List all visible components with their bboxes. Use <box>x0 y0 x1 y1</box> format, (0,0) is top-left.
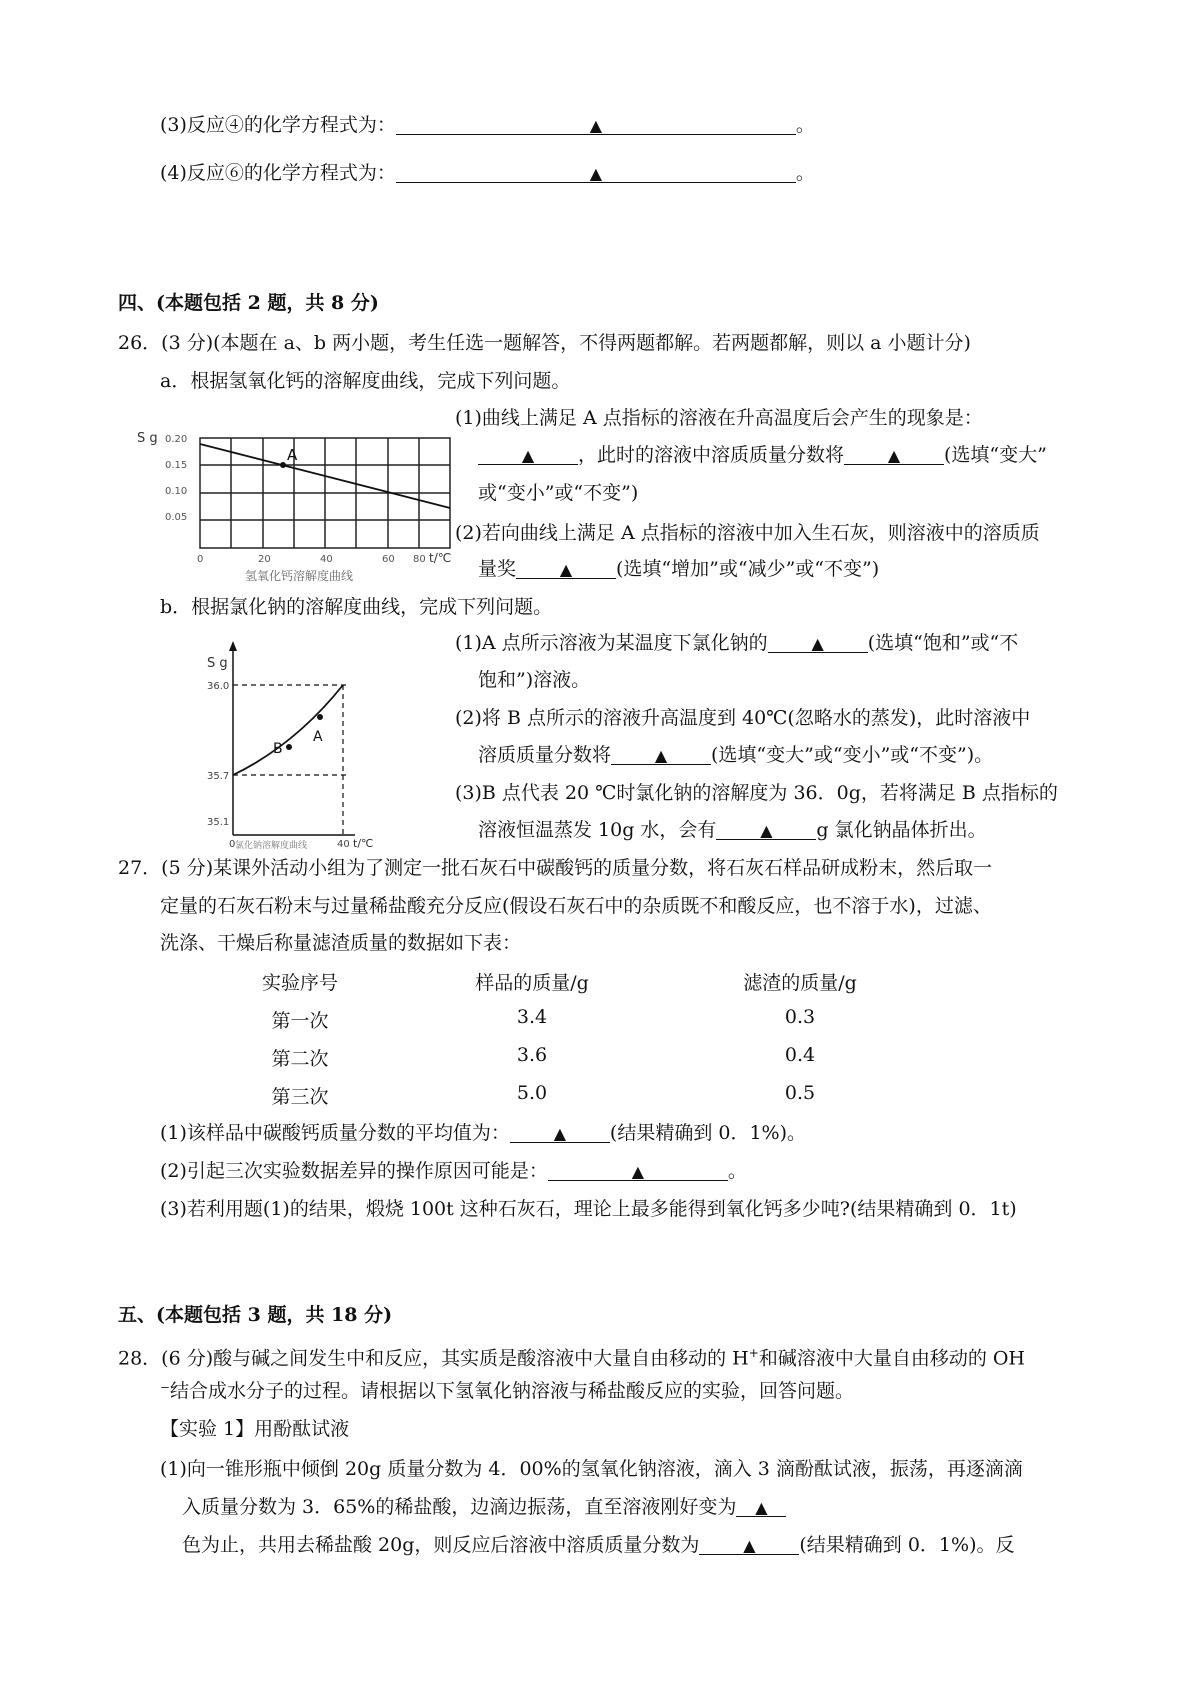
q27-line2: 定量的石灰石粉末与过量稀盐酸充分反应(假设石灰石中的杂质既不和酸反应，也不溶于水)，过滤、 <box>160 895 992 917</box>
q25-line-3: (3)反应④的化学方程式为： ▲ 。 <box>160 114 815 136</box>
q28-p1-line1: (1)向一锥形瓶中倾倒 20g 质量分数为 4．00%的氢氧化钠溶液，滴入 3 滴酚酞试液，振荡，再逐滴滴 <box>160 1458 1023 1480</box>
q28-p1-line3: 色为止，共用去稀盐酸 20g，则反应后溶液中溶质质量分数为 ▲ (结果精确到 0．1%)。反 <box>182 1534 1015 1556</box>
table-cell: 第二次 <box>271 1048 329 1070</box>
q27-line3: 洗涤、干燥后称量滤渣质量的数据如下表： <box>160 932 522 954</box>
answer-blank[interactable]: ▲ <box>716 817 816 840</box>
graph-a-ytick: 0.10 <box>165 486 188 497</box>
q26-b2-line2: 溶质质量分数将 ▲ (选填“变大”或“变小”或“不变”)。 <box>478 744 994 766</box>
q25-line-4: (4)反应⑥的化学方程式为： ▲ 。 <box>160 162 815 184</box>
graph-a-ytick: 0.15 <box>165 460 188 471</box>
q27-q2: (2)引起三次实验数据差异的操作原因可能是： ▲ 。 <box>160 1160 747 1182</box>
graph-b-xtick: 0 <box>229 839 236 850</box>
graph-a-ytick: 0.05 <box>165 512 188 523</box>
q26-b1-line2: 饱和”)溶液。 <box>478 669 591 691</box>
graph-a-xlabel: t/℃ <box>429 551 452 565</box>
answer-blank[interactable]: ▲ <box>478 442 578 465</box>
q26-b1-line1: (1)A 点所示溶液为某温度下氯化钠的 ▲ (选填“饱和”或“不 <box>455 632 1019 654</box>
table-header: 实验序号 <box>261 972 338 994</box>
q26-a1-line3: 或“变小”或“不变”) <box>478 482 639 504</box>
graph-a-point-label: A <box>287 446 298 464</box>
table-row <box>200 1044 940 1082</box>
graph-a-xtick: 20 <box>258 554 271 565</box>
graph-b-point-label: B <box>273 741 283 757</box>
graph-a-xtick: 60 <box>382 554 395 565</box>
sodium-chloride-solubility-graph <box>205 635 405 850</box>
graph-b-ytick: 36.0 <box>207 681 230 692</box>
q26-a2-line1: (2)若向曲线上满足 A 点指标的溶液中加入生石灰，则溶液中的溶质质 <box>455 522 1040 544</box>
table-header-row <box>200 968 940 1006</box>
table-cell: 3.6 <box>516 1044 548 1066</box>
q28-line1: 28．(6 分)酸与碱之间发生中和反应，其实质是酸溶液中大量自由移动的 H+和碱溶液中大量自由移动的 OH <box>118 1346 1025 1370</box>
table-cell: 第三次 <box>271 1086 329 1108</box>
calcium-hydroxide-solubility-graph <box>135 420 465 590</box>
answer-blank[interactable]: ▲ <box>516 556 616 579</box>
graph-b-curve <box>233 685 343 775</box>
q26-a1-line2: ▲ ，此时的溶液中溶质质量分数将 ▲ (选填“变大” <box>478 442 1047 468</box>
q26-a1-line1: (1)曲线上满足 A 点指标的溶液在升高温度后会产生的现象是： <box>455 407 983 429</box>
table-row <box>200 1082 940 1120</box>
q26-b-intro: b．根据氯化钠的溶解度曲线，完成下列问题。 <box>160 596 553 618</box>
q26-b3-line2: 溶液恒温蒸发 10g 水，会有 ▲ g 氯化钠晶体折出。 <box>478 819 987 841</box>
graph-a-ylabel: S g <box>137 431 158 446</box>
table-cell: 第一次 <box>271 1010 329 1032</box>
table-cell: 3.4 <box>516 1006 548 1028</box>
q26-b2-line1: (2)将 B 点所示的溶液升高温度到 40℃(忽略水的蒸发)，此时溶液中 <box>455 707 1031 729</box>
graph-a-xtick: 80 <box>413 554 426 565</box>
table-header: 样品的质量/g <box>475 972 589 994</box>
graph-a-xtick: 40 <box>320 554 333 565</box>
graph-a-caption: 氢氧化钙溶解度曲线 <box>245 569 354 583</box>
table-header: 滤渣的质量/g <box>743 972 857 994</box>
graph-b-point-b <box>286 744 292 750</box>
graph-a-point-a <box>280 462 286 468</box>
section-heading-4: 四、(本题包括 2 题，共 8 分) <box>118 292 379 314</box>
graph-b-caption: 氯化钠溶解度曲线 <box>235 841 308 850</box>
table-row <box>200 1006 940 1044</box>
answer-blank[interactable]: ▲ <box>768 630 868 653</box>
table-cell: 0.4 <box>784 1044 816 1066</box>
graph-b-ytick: 35.1 <box>207 817 230 828</box>
answer-blank[interactable]: ▲ <box>736 1494 786 1517</box>
graph-b-ytick: 35.7 <box>207 771 230 782</box>
section-heading-5: 五、(本题包括 3 题，共 18 分) <box>118 1304 393 1326</box>
q28-exp1-heading: 【实验 1】用酚酞试液 <box>160 1418 350 1440</box>
answer-blank[interactable]: ▲ <box>396 160 796 183</box>
q26-a2-line2: 量奖 ▲ (选填“增加”或“减少”或“不变”) <box>478 558 880 580</box>
filter-residue-table <box>200 968 940 1120</box>
graph-a-ytick: 0.20 <box>165 434 188 445</box>
q26-intro: 26．(3 分)(本题在 a、b 两小题，考生任选一题解答，不得两题都解。若两题都解，则以 a 小题计分) <box>118 332 971 354</box>
answer-blank[interactable]: ▲ <box>396 112 796 135</box>
table-cell: 5.0 <box>516 1082 548 1104</box>
answer-blank[interactable]: ▲ <box>611 742 711 765</box>
q28-p1-line2: 入质量分数为 3．65%的稀盐酸，边滴边振荡，直至溶液刚好变为 ▲ <box>182 1494 786 1520</box>
q26-a-intro: a．根据氢氧化钙的溶解度曲线，完成下列问题。 <box>160 370 571 392</box>
graph-a-xtick: 0 <box>197 554 204 565</box>
graph-b-xtick: 40 <box>337 839 350 850</box>
q27-q1: (1)该样品中碳酸钙质量分数的平均值为： ▲ (结果精确到 0．1%)。 <box>160 1122 807 1144</box>
table-cell: 0.3 <box>784 1006 816 1028</box>
graph-b-xlabel: t/℃ <box>353 837 374 850</box>
graph-b-point-label: A <box>313 729 323 745</box>
graph-b-point-a <box>317 714 323 720</box>
answer-blank[interactable]: ▲ <box>548 1158 728 1181</box>
graph-b-ylabel: S g <box>207 656 228 671</box>
answer-blank[interactable]: ▲ <box>699 1532 799 1555</box>
q28-line2: ⁻结合成水分子的过程。请根据以下氢氧化钠溶液与稀盐酸反应的实验，回答问题。 <box>160 1380 855 1402</box>
answer-blank[interactable]: ▲ <box>844 442 944 465</box>
q27-q3: (3)若利用题(1)的结果，煅烧 100t 这种石灰石，理论上最多能得到氧化钙多少吨?(结果精确到 0．1t) <box>160 1198 1017 1220</box>
answer-blank[interactable]: ▲ <box>510 1120 610 1143</box>
q26-b3-line1: (3)B 点代表 20 ℃时氯化钠的溶解度为 36．0g，若将满足 B 点指标的 <box>455 782 1058 804</box>
table-cell: 0.5 <box>784 1082 816 1104</box>
q27-line1: 27．(5 分)某课外活动小组为了测定一批石灰石中碳酸钙的质量分数，将石灰石样品研成粉末，然后取一 <box>118 857 993 879</box>
